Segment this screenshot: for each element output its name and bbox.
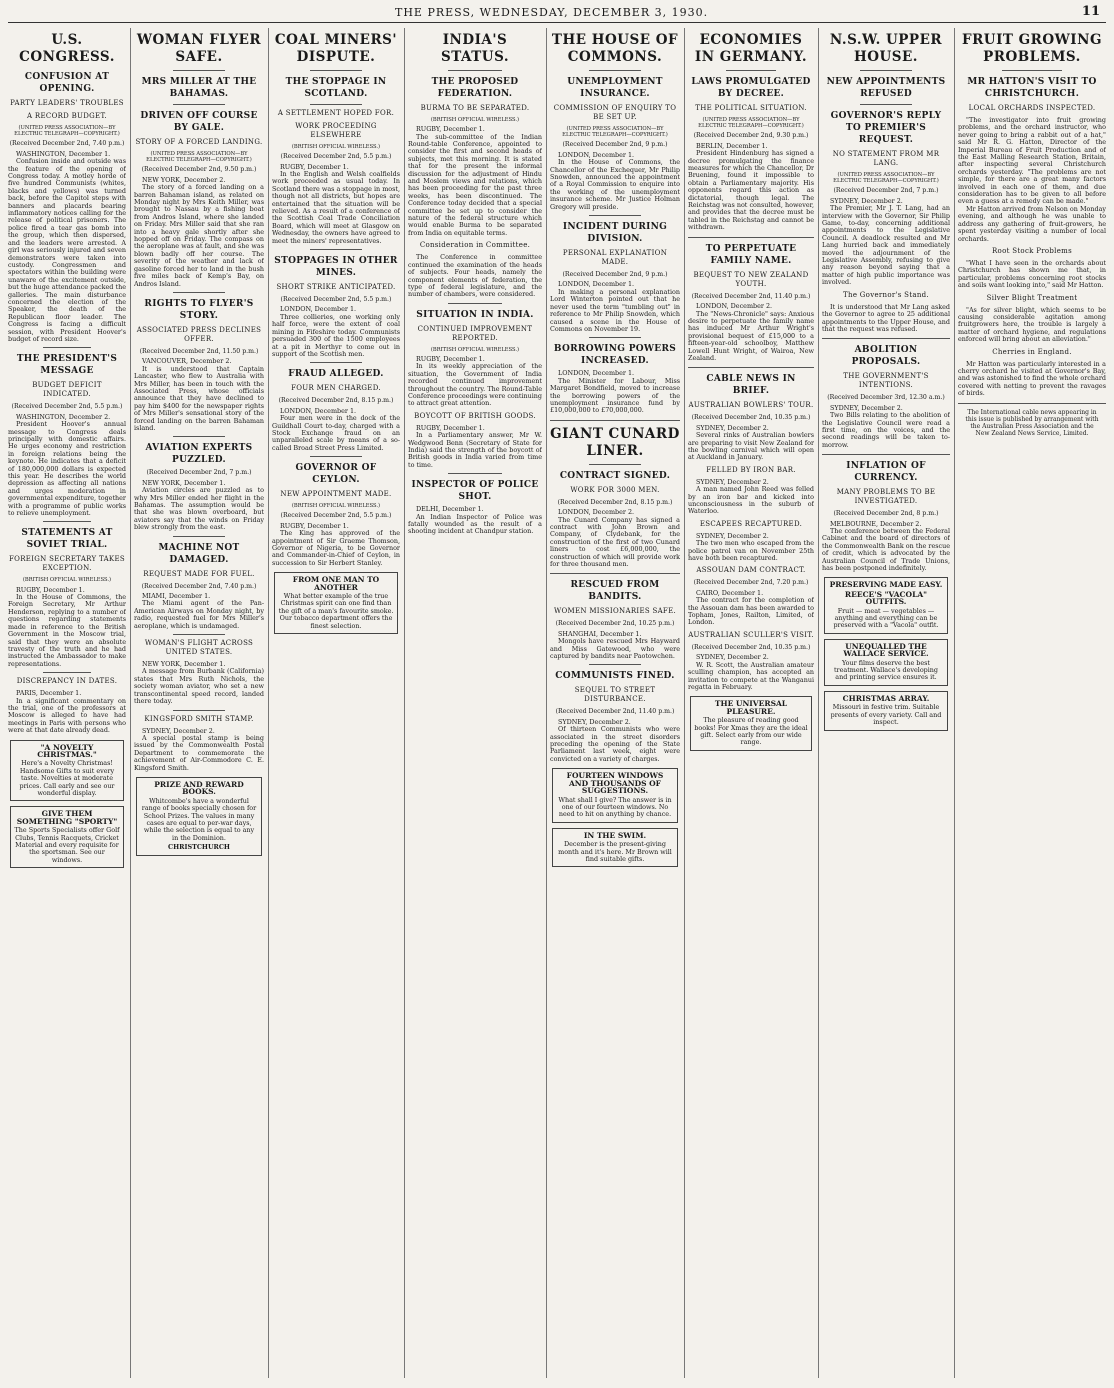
received-line: (Received December 2nd, 9.30 p.m.) bbox=[693, 132, 809, 140]
divider bbox=[43, 521, 90, 522]
article-place: CAIRO, December 1. bbox=[696, 588, 764, 597]
column-rule bbox=[818, 28, 819, 1378]
ad-body: Fruit — meat — vegetables — anything and everything can be preserved with a "Vacola" outfit. bbox=[833, 606, 939, 630]
article-place: RUGBY, December 1. bbox=[416, 423, 485, 432]
article-body: "The investigator into fruit growing problems, and the orchard instructor, who never going to bring a rabbit out of a hat," said Mr R. G. Hatton, Director of the Imperial Bureau of Fruit Production and of the East Malling Research Station, Britain, after inspecting several Christchurch orchards yesterday. "The problems are not simple, for there are a great many factors involved in each one of them, and due consideration has to be given to all before even a guess at a remedy can be made." bbox=[958, 116, 1106, 206]
headline-incident: INCIDENT DURING DIVISION. bbox=[562, 222, 668, 245]
ad-body: Missouri in festive trim. Suitable presents of every variety. Call and inspect. bbox=[830, 703, 942, 727]
article-body: Several rinks of Australian bowlers are preparing to visit New Zealand for the bowling carnival which will open at Auckland in January. bbox=[688, 431, 814, 462]
article-body: Two Bills relating to the abolition of the Legislative Council were read a first time, on the voices, and the second readings will be taken to-morrow. bbox=[822, 411, 950, 449]
article-body: The sub-committee of the Indian Round-table Conference, appointed to consider the first and second heads of subjects, met this morning. It is stated that for the present the informal discussion for the adjustment of Hindu and Moslem views and relations, which has been proceeding for the past three weeks, has been discontinued. The Conference today decided that a special committee be set up to consider the nature of the federal structure which would enable Burma to be separated from India on equitable terms. bbox=[408, 132, 542, 237]
subhead: PERSONAL EXPLANATION MADE. bbox=[562, 249, 668, 267]
article-place: RUGBY, December 1. bbox=[280, 521, 349, 530]
divider bbox=[448, 303, 502, 304]
subhead: MR HATTON'S VISIT TO CHRISTCHURCH. bbox=[967, 77, 1097, 99]
article-place: WASHINGTON, December 1. bbox=[16, 149, 111, 158]
article-body: The contract for the completion of the Assouan dam has been awarded to Topham, Jones, Railton, Limited, of London. bbox=[688, 596, 814, 627]
article-place: SYDNEY, December 2. bbox=[142, 726, 215, 735]
article-body: The "News-Chronicle" says: Anxious desire to perpetuate the family name has induced Mr Arthur Wright's provisional bequest of £15,000 to a fifteen-year-old schoolboy, Matthew Lowell Hunt Wright, of Wairoa, New Zealand. bbox=[688, 309, 814, 362]
subhead: AUSTRALIAN BOWLERS' TOUR. bbox=[688, 401, 814, 410]
divider bbox=[173, 104, 225, 105]
article-place: LONDON, December 1. bbox=[280, 406, 357, 415]
column-rule bbox=[954, 28, 955, 1378]
ad-title: PRIZE AND REWARD BOOKS. bbox=[154, 779, 244, 797]
article-body: Mr Hatton was particularly interested in a cherry orchard he visited at Governor's Bay, and was astonished to find the whole orchard covered with netting to prevent the ravages of birds. bbox=[958, 359, 1106, 398]
received-line: (Received December 2nd, 5.5 p.m.) bbox=[280, 512, 392, 520]
received-line: (Received December 2nd, 11.50 p.m.) bbox=[139, 347, 259, 355]
ad-body: Your films deserve the best treatment. Wallace's developing and printing service ensures it. bbox=[833, 658, 939, 682]
subhead: AUSTRALIAN SCULLER'S VISIT. bbox=[688, 630, 814, 639]
divider bbox=[43, 672, 90, 673]
headline-perpetuate: TO PERPETUATE FAMILY NAME. bbox=[705, 243, 797, 266]
divider bbox=[310, 249, 361, 250]
article-body: Mongols have rescued Mrs Hayward and Miss Gatewood, who were captured by bandits near Paotowchen. bbox=[550, 637, 680, 661]
subhead: UNEMPLOYMENT INSURANCE. bbox=[567, 77, 663, 99]
divider bbox=[860, 70, 911, 71]
subhead: GOVERNOR'S REPLY TO PREMIER'S REQUEST. bbox=[830, 111, 942, 145]
received-line: (Received December 2nd, 7.20 p.m.) bbox=[693, 579, 809, 587]
divider bbox=[310, 70, 361, 71]
advertisement bbox=[274, 572, 398, 634]
article-body: In its weekly appreciation of the situation, the Government of India recorded continued improvement throughout the country. The Round-Table Conference proceedings were continuing to attract great attention. bbox=[408, 362, 542, 408]
subhead: FELLED BY IRON BAR. bbox=[706, 465, 796, 474]
column-1 bbox=[8, 28, 126, 1378]
article-body: A man named John Reed was felled by an iron bar and kicked into unconsciousness in the suburb of Waterloo. bbox=[688, 485, 814, 516]
ad-body: Whitcombe's have a wonderful range of books specially chosen for School Prizes. The values in many cases are equal to per-war days, while the selection is equal to any in the Dominion. bbox=[141, 796, 257, 842]
article-body: A message from Burbank (California) states that Mrs Ruth Nichols, the society woman aviator, who set a new transcontinental speed record, landed there today. bbox=[134, 667, 264, 706]
article-body: Confusion inside and outside was the feature of the opening of Congress today. A motley horde of five hundred Communists (whites, blacks and yellows) was turned back, before the Capitol steps with banners and placards bearing inflammatory notices calling for the release of political prisoners. The police fired a tear gas bomb into the group, which then dispersed, and the leaders were arrested. A girl was seriously injured and seven demonstrators were taken into custody. Congressmen and spectators within the building were unaware of the excitement outside, but the huge attendance packed the galleries. The main disturbance concerned the election of the Speaker, the death of the Republican floor leader. The Congress is facing a difficult session, with President Hoover's budget of record size. bbox=[8, 157, 126, 343]
received-line: (Received December 2nd, 7.40 p.m.) bbox=[141, 582, 257, 590]
received-line: (Received December 2nd, 9 p.m.) bbox=[562, 141, 668, 149]
article-body: In the House of Commons, the Foreign Secretary, Mr Arthur Henderson, replying to a number of questions regarding statements made in reference to the British Government in the Moscow trial, said that they were an absolute travesty of the truth and he had instructed the Ambassador to make representations. bbox=[8, 593, 126, 668]
received-line: (Received December 2nd, 7 p.m.) bbox=[833, 187, 939, 195]
article-place: SYDNEY, December 2. bbox=[830, 196, 903, 205]
divider bbox=[173, 436, 225, 437]
received-line: (Received December 2nd, 9 p.m.) bbox=[562, 271, 668, 279]
article-body: In the English and Welsh coalfields work proceeded as usual today. In Scotland there was a stoppage in most, though not all districts, but hopes are entertained that the situation will be relieved. As a result of a conference of the Scottish Coal Trade Conciliation Board, which will meet at Glasgow on Wednesday, the owners have agreed to meet the miners' representatives. bbox=[272, 170, 400, 245]
headline-womans-flight: WOMAN'S FLIGHT ACROSS UNITED STATES. bbox=[144, 639, 254, 657]
column-5 bbox=[550, 28, 680, 1378]
column-6 bbox=[688, 28, 814, 1378]
headline-nsw-upper-house: N.S.W. UPPER HOUSE. bbox=[829, 32, 943, 65]
ad-body: The Sports Specialists offer Golf Clubs, Tennis Racquets, Cricket Material and every requisite for the sportsman. See our windows. bbox=[14, 826, 120, 864]
subhead: THE PROPOSED FEDERATION. bbox=[431, 77, 519, 99]
article-body: President Hindenburg has signed a decree promulgating the finance measures for which the Chancellor, Dr Bruening, found it impossible to obtain a Parliamentary majority. His opponents regard this action as dictatorial, though legal. The Reichstag was not consulted, however, and provides that the decree must be tabled in the Reichstag and cannot be withdrawn. bbox=[688, 149, 814, 232]
subhead: NEW APPOINTMENT MADE. bbox=[280, 490, 392, 499]
subhead: THE STOPPAGE IN SCOTLAND. bbox=[285, 77, 387, 99]
received-line: (Received December 2nd, 7 p.m.) bbox=[146, 469, 252, 477]
article-body: Mr Hatton arrived from Nelson on Monday evening, and although he was unable to address any gathering of fruit-growers, he spent yesterday visiting a number of local orchards. bbox=[958, 204, 1106, 243]
article-body: President Hoover's annual message to Congress deals principally with domestic affairs. He urges economy and restriction in foreign relations being the keynote. He indicates that a deficit of 180,000,000 dollars is expected this year. He describes the world depression as affecting all nations and urges moderation in governmental expenditure, together with a programme of public works to relieve unemployment. bbox=[8, 420, 126, 518]
subhead: LOCAL ORCHARDS INSPECTED. bbox=[968, 104, 1096, 112]
headline-rights: RIGHTS TO FLYER'S STORY. bbox=[144, 298, 254, 321]
ad-footer: CHRISTCHURCH bbox=[168, 843, 230, 852]
received-line: (Received December 2nd, 5.5 p.m.) bbox=[280, 296, 392, 304]
article-body: It is understood that Mr Lang asked the Governor to agree to 25 additional appointments to the Upper House, and that the request was refused. bbox=[822, 302, 950, 333]
subhead: COMMISSION OF ENQUIRY TO BE SET UP. bbox=[553, 104, 677, 121]
article-body: It is understood that Captain Lancaster, who flew to Australia with Mrs Miller, has been in touch with the Associated Press, whose officials announce that they have declined to pay him $400 for the newspaper rights of Mrs Miller's sensational story of the forced landing on the barren Bahaman island. bbox=[134, 364, 264, 432]
article-place: WASHINGTON, December 2. bbox=[16, 412, 111, 421]
column-7 bbox=[822, 28, 950, 1378]
headline-fraud: FRAUD ALLEGED. bbox=[288, 369, 384, 380]
divider bbox=[173, 70, 225, 71]
advertisement bbox=[824, 639, 948, 686]
subhead: SEQUEL TO STREET DISTURBANCE. bbox=[574, 686, 656, 704]
headline-governor-ceylon: GOVERNOR OF CEYLON. bbox=[295, 463, 377, 486]
subhead: CONFUSION AT OPENING. bbox=[24, 72, 110, 94]
article-place: LONDON, December 1. bbox=[558, 369, 635, 378]
divider bbox=[958, 403, 1106, 404]
article-body: The story of a forced landing on a barren Bahaman island, as related on Monday night by Mrs Keith Miller, was brought to Nassau by a fishing boat from Andros Island, where she landed on Friday. Mrs Miller said that she ran into a heavy gale shortly after she hopped off on Friday. The compass on the aeroplane was at fault, and she was blown badly off her course. The severity of the weather and lack of gasoline forced her to land in the bush five miles back of Kemp's Bay, on Andros Island. bbox=[134, 183, 264, 288]
divider bbox=[688, 367, 814, 368]
article-place: SYDNEY, December 2. bbox=[696, 531, 769, 540]
masthead bbox=[0, 0, 1114, 22]
article-place: MELBOURNE, December 2. bbox=[830, 519, 922, 528]
divider bbox=[688, 237, 814, 238]
subhead: LAWS PROMULGATED BY DECREE. bbox=[691, 77, 811, 99]
subhead: WORK PROCEEDING ELSEWHERE bbox=[295, 122, 377, 139]
column-rule bbox=[404, 28, 405, 1378]
divider bbox=[448, 70, 502, 71]
headline-discrepancy: DISCREPANCY IN DATES. bbox=[16, 677, 118, 686]
ad-title: IN THE SWIM. bbox=[583, 830, 647, 840]
subhead: WOMEN MISSIONARIES SAFE. bbox=[553, 607, 677, 616]
article-place: SYDNEY, December 2. bbox=[696, 423, 769, 432]
headline-communists: COMMUNISTS FINED. bbox=[555, 671, 675, 682]
ad-title: "A NOVELTY CHRISTMAS." bbox=[37, 742, 97, 759]
article-place: LONDON, December 1. bbox=[558, 150, 635, 159]
subhead: ASSOCIATED PRESS DECLINES OFFER. bbox=[136, 325, 262, 343]
wireless-line: (BRITISH OFFICIAL WIRELESS.) bbox=[430, 117, 520, 123]
article-place: RUGBY, December 1. bbox=[16, 585, 85, 594]
ad-title: THE UNIVERSAL PLEASURE. bbox=[714, 699, 788, 716]
advertisement bbox=[824, 691, 948, 731]
dateline: (UNITED PRESS ASSOCIATION—BY ELECTRIC TELEGRAPH—COPYRIGHT.) bbox=[562, 126, 668, 139]
divider bbox=[173, 292, 225, 293]
received-line: (Received December 2nd, 11.40 p.m.) bbox=[555, 708, 675, 716]
received-line: (Received December 2nd, 10.35 p.m.) bbox=[691, 643, 811, 651]
article-place: SYDNEY, December 2. bbox=[696, 477, 769, 486]
ad-subtitle: REECE'S "VACOLA" OUTFITS. bbox=[844, 589, 928, 607]
divider bbox=[589, 664, 641, 665]
subhead: BUDGET DEFICIT INDICATED. bbox=[32, 381, 102, 399]
subhead: SHORT STRIKE ANTICIPATED. bbox=[276, 283, 396, 292]
divider bbox=[310, 362, 361, 363]
article-place: VANCOUVER, December 2. bbox=[142, 357, 232, 366]
headline-soviet-trial: STATEMENTS AT SOVIET TRIAL. bbox=[21, 528, 113, 551]
advertisement bbox=[10, 740, 124, 802]
column-3 bbox=[272, 28, 400, 1378]
advertisement bbox=[824, 577, 948, 633]
received-line: (Received December 2nd, 8 p.m.) bbox=[833, 510, 939, 518]
article-place: LONDON, December 2. bbox=[696, 302, 773, 311]
column-rule bbox=[546, 28, 547, 1378]
article-body: A special postal stamp is being issued by the Commonwealth Postal Department to commemorate the achievement of Air-Commodore C. E. Kingsford Smith. bbox=[134, 733, 264, 772]
received-line: (Received December 2nd, 7.40 p.m.) bbox=[9, 140, 125, 148]
headline-house-commons: THE HOUSE OF COMMONS. bbox=[551, 32, 679, 65]
article-body: The conference between the Federal Cabinet and the board of directors of the Commonwealth Bank on the rescue of credit, which is advocated by the Australian Council of Trade Unions, has been postponed indefinitely. bbox=[822, 526, 950, 572]
article-body: Of thirteen Communists who were associated in the street disorders preceding the opening of the State Parliament last week, eight were convicted on a variety of charges. bbox=[550, 725, 680, 763]
divider bbox=[860, 104, 911, 105]
article-body: In making a personal explanation Lord Winterton pointed out that he never used the term "tumbling out" in reference to Mr Philip Snowden, which caused a scene in the House of Commons on November 19. bbox=[550, 287, 680, 333]
received-line: (Received December 2nd, 5.5 p.m.) bbox=[280, 153, 392, 161]
subhead: FOUR MEN CHARGED. bbox=[291, 384, 381, 393]
subhead: STORY OF A FORCED LANDING. bbox=[135, 138, 263, 146]
article-place: NEW YORK, December 1. bbox=[142, 478, 226, 487]
article-place: RUGBY, December 1. bbox=[416, 354, 485, 363]
headline-abolition: ABOLITION PROPOSALS. bbox=[851, 345, 921, 368]
article-body: In a significant commentary on the trial, one of the professors at Moscow is alleged to have had meetings in Paris with persons who were at that date already dead. bbox=[8, 696, 126, 735]
wireless-line: (BRITISH OFFICIAL WIRELESS.) bbox=[22, 577, 112, 584]
divider bbox=[173, 710, 225, 711]
article-body: "As for silver blight, which seems to be causing considerable agitation among fruitgrowers here, the trouble is largely a matter of orchard hygiene, and regulations enforced will bring about an alleviation." bbox=[958, 305, 1106, 344]
divider bbox=[589, 464, 641, 465]
subhead: Root Stock Problems bbox=[991, 246, 1072, 255]
divider bbox=[173, 536, 225, 537]
headline-fruit-growing: FRUIT GROWING PROBLEMS. bbox=[962, 32, 1102, 65]
article-body: The Premier, Mr J. T. Lang, had an interview with the Governor, Sir Philip Game, to-day, concerning additional appointments to the Legislative Council. A deadlock resulted and Mr Lang hurried back and immediately moved the adjournment of the Legislative Assembly, refusing to give any reason beyond saying that a matter of high public importance was involved. bbox=[822, 204, 950, 287]
article-place: LONDON, December 1. bbox=[558, 280, 635, 289]
divider bbox=[310, 104, 361, 105]
received-line: (Received December 3rd, 12.30 a.m.) bbox=[827, 394, 945, 402]
article-place: LONDON, December 2. bbox=[558, 508, 635, 517]
subhead: THE POLITICAL SITUATION. bbox=[695, 104, 807, 112]
subhead: MANY PROBLEMS TO BE INVESTIGATED. bbox=[836, 488, 936, 506]
article-place: MIAMI, December 1. bbox=[142, 592, 211, 601]
headline-kingsford: KINGSFORD SMITH STAMP. bbox=[144, 714, 254, 723]
ad-title: GIVE THEM SOMETHING "SPORTY" bbox=[16, 809, 118, 826]
divider bbox=[310, 456, 361, 457]
subhead: NEW APPOINTMENTS REFUSED bbox=[826, 77, 946, 99]
headline-economies-germany: ECONOMIES IN GERMANY. bbox=[694, 32, 808, 65]
received-line: (Received December 2nd, 11.40 p.m.) bbox=[691, 292, 811, 300]
article-body: The King has approved of the appointment of Sir Graeme Thomson, Governor of Nigeria, to be Governor and Commander-in-Chief of Ceylon, in succession to Sir Herbert Stanley. bbox=[272, 529, 400, 567]
article-place: BERLIN, December 1. bbox=[696, 141, 768, 150]
ad-body: What shall I give? The answer is in one of our fourteen windows. No need to hit on anything by chance. bbox=[558, 795, 672, 819]
divider bbox=[1002, 70, 1061, 71]
article-place: NEW YORK, December 1. bbox=[142, 660, 226, 669]
subhead: Silver Blight Treatment bbox=[986, 293, 1078, 302]
subhead: Consideration in Committee. bbox=[419, 241, 531, 250]
headline-situation-india: SITUATION IN INDIA. bbox=[416, 309, 534, 320]
headline-giant-cunard: GIANT CUNARD LINER. bbox=[550, 425, 680, 459]
headline-aviation: AVIATION EXPERTS PUZZLED. bbox=[145, 443, 253, 466]
headline-machine: MACHINE NOT DAMAGED. bbox=[158, 542, 240, 565]
subhead: FOREIGN SECRETARY TAKES EXCEPTION. bbox=[9, 555, 125, 573]
article-place: RUGBY, December 1. bbox=[280, 162, 349, 171]
ad-body: The pleasure of reading good books! For Xmas they are the ideal gift. Select early from our wide range. bbox=[694, 716, 808, 747]
dateline: (UNITED PRESS ASSOCIATION—BY ELECTRIC TELEGRAPH—COPYRIGHT.) bbox=[833, 172, 939, 185]
subhead: ESCAPEES RECAPTURED. bbox=[699, 519, 803, 528]
article-body: Aviation circles are puzzled as to why Mrs Miller ended her flight in the Bahamas. The assumption would be that she was blown overboard, but aviators say that the winds on Friday blew strongly from the east. bbox=[134, 486, 264, 532]
wireless-line: (BRITISH OFFICIAL WIRELESS.) bbox=[291, 144, 381, 150]
column-rule bbox=[130, 28, 131, 1378]
column-2 bbox=[134, 28, 264, 1378]
article-place: LONDON, December 1. bbox=[280, 305, 357, 314]
subhead: WORK FOR 3000 MEN. bbox=[570, 485, 660, 494]
advertisement bbox=[552, 768, 678, 822]
divider bbox=[550, 420, 680, 421]
divider bbox=[589, 215, 641, 216]
received-line: (Received December 2nd, 9.50 p.m.) bbox=[141, 166, 257, 174]
ad-body: What better example of the true Christmas spirit can one find than the gift of a man's favourite smoke. Our tobacco department offers the finest selection. bbox=[278, 592, 394, 630]
subhead: A RECORD BUDGET. bbox=[27, 112, 107, 120]
received-line: (Received December 2nd, 10.35 p.m.) bbox=[691, 414, 811, 422]
article-body: "What I have seen in the orchards about Christchurch has shown me that, in particular, problems concerning root stocks and soils want looking into," said Mr Hatton. bbox=[958, 258, 1106, 290]
masthead-rule bbox=[8, 22, 1106, 23]
subhead: BEQUEST TO NEW ZEALAND YOUTH. bbox=[693, 270, 809, 288]
divider bbox=[589, 337, 641, 338]
subhead: NO STATEMENT FROM MR LANG. bbox=[832, 150, 940, 167]
article-body: The Miami agent of the Pan-American Airways on Monday night, by radio, requested fuel for Mrs Miller's aeroplane, which is undamaged. bbox=[134, 599, 264, 630]
divider bbox=[822, 454, 950, 455]
column-4 bbox=[408, 28, 542, 1378]
dateline: (UNITED PRESS ASSOCIATION—BY ELECTRIC TELEGRAPH—COPYRIGHT.) bbox=[14, 125, 120, 138]
article-place: RUGBY, December 1. bbox=[416, 125, 485, 134]
article-place: DELHI, December 1. bbox=[416, 505, 484, 514]
subhead: ASSOUAN DAM CONTRACT. bbox=[696, 566, 806, 575]
article-body: The Cunard Company has signed a contract with John Brown and Company, of Clydebank, for the construction of the first of two Cunard liners to cost £6,000,000, the construction of which will provide work for three thousand men. bbox=[550, 515, 680, 568]
subhead: THE GOVERNMENT'S INTENTIONS. bbox=[843, 372, 929, 390]
received-line: (Received December 2nd, 8.15 p.m.) bbox=[557, 498, 673, 506]
article-body: Three collieries, one working only half force, were the extent of coal mining in Fifeshire today. Communists persuaded 300 of the 1500 employees at a pit in Merthyr to come out in support of the Scottish men. bbox=[272, 312, 400, 358]
headline-inflation: INFLATION OF CURRENCY. bbox=[846, 461, 926, 484]
received-line: (Received December 2nd, 5.5 p.m.) bbox=[11, 403, 123, 411]
divider bbox=[448, 473, 502, 474]
subhead: BOYCOTT OF BRITISH GOODS. bbox=[414, 411, 536, 420]
advertisement bbox=[690, 696, 812, 750]
article-place: SYDNEY, December 2. bbox=[696, 653, 769, 662]
column-8 bbox=[958, 28, 1106, 1378]
ad-title: PRESERVING MADE EASY. bbox=[829, 580, 943, 590]
divider bbox=[43, 347, 90, 348]
article-place: SHANGHAI, December 1. bbox=[558, 629, 642, 638]
article-body: W. R. Scott, the Australian amateur sculling champion, has accepted an invitation to compete at the Wanganui regatta in February. bbox=[688, 660, 814, 691]
divider bbox=[589, 70, 641, 71]
headline-inspector: INSPECTOR OF POLICE SHOT. bbox=[411, 480, 539, 503]
divider bbox=[822, 338, 950, 339]
article-body: The two men who escaped from the police patrol van on November 25th have both been recaptured. bbox=[688, 539, 814, 563]
dateline: (UNITED PRESS ASSOCIATION—BY ELECTRIC TELEGRAPH—COPYRIGHT.) bbox=[146, 151, 252, 164]
advertisement bbox=[136, 777, 262, 856]
advertisement bbox=[10, 806, 124, 868]
column-rule bbox=[268, 28, 269, 1378]
divider bbox=[726, 70, 776, 71]
dateline: (UNITED PRESS ASSOCIATION—BY ELECTRIC TELEGRAPH—COPYRIGHT.) bbox=[698, 117, 804, 130]
subhead: PARTY LEADERS' TROUBLES bbox=[10, 99, 124, 107]
ad-title: FROM ONE MAN TO ANOTHER bbox=[292, 575, 380, 592]
ad-title: FOURTEEN WINDOWS AND THOUSANDS OF SUGGESTIONS. bbox=[566, 771, 664, 796]
subhead: DRIVEN OFF COURSE BY GALE. bbox=[140, 111, 258, 133]
article-place: SYDNEY, December 2. bbox=[830, 403, 903, 412]
headline-india-status: INDIA'S STATUS. bbox=[440, 32, 510, 65]
headline-president: THE PRESIDENT'S MESSAGE bbox=[16, 354, 118, 377]
ad-title: UNEQUALLED THE WALLACE SERVICE. bbox=[843, 641, 929, 659]
headline-us-congress: U.S. CONGRESS. bbox=[19, 32, 115, 65]
masthead-title: THE PRESS, WEDNESDAY, DECEMBER 3, 1930. bbox=[395, 6, 709, 19]
headline-woman-flyer: WOMAN FLYER SAFE. bbox=[136, 32, 262, 65]
article-place: NEW YORK, December 2. bbox=[142, 175, 226, 184]
headline-stoppages: STOPPAGES IN OTHER MINES. bbox=[274, 256, 398, 279]
ad-body: December is the present-giving month and it's here. Mr Brown will find suitable gifts. bbox=[558, 840, 672, 863]
received-line: (Received December 2nd, 8.15 p.m.) bbox=[278, 397, 394, 405]
page-number: 11 bbox=[1081, 4, 1100, 19]
article-body: An Indian Inspector of Police was fatally wounded as the result of a shooting incident at Chandpur station. bbox=[408, 512, 542, 536]
footer-notice: The International cable news appearing in this issue is published by arrangement with the Australian Press Association and the New Zealand News Service, Limited. bbox=[965, 408, 1099, 437]
ad-title: CHRISTMAS ARRAY. bbox=[842, 693, 930, 703]
subhead: A SETTLEMENT HOPED FOR. bbox=[277, 109, 395, 117]
article-place: SYDNEY, December 2. bbox=[558, 717, 631, 726]
column-rule bbox=[684, 28, 685, 1378]
wireless-line: (BRITISH OFFICIAL WIRELESS.) bbox=[430, 346, 520, 353]
wireless-line: (BRITISH OFFICIAL WIRELESS.) bbox=[291, 503, 381, 510]
headline-cable-news: CABLE NEWS IN BRIEF. bbox=[706, 374, 796, 397]
article-body: The Minister for Labour, Miss Margaret Bondfield, moved to increase the borrowing powers of the unemployment insurance fund by £10,000,000 to £70,000,000. bbox=[550, 376, 680, 415]
subhead: MRS MILLER AT THE BAHAMAS. bbox=[141, 77, 257, 99]
headline-coal-miners: COAL MINERS' DISPUTE. bbox=[274, 32, 398, 65]
article-body: Four men were in the dock of the Guildhall Court to-day, charged with a Stock Exchange fraud on an unparalleled scale by means of a so-called Broad Street Press Limited. bbox=[272, 414, 400, 452]
subhead: REQUEST MADE FOR FUEL. bbox=[143, 569, 255, 578]
ad-body: Here's a Novelty Christmas! Handsome Gifts to suit every taste. Novelties at moderate prices. Call early and see our wonderful display. bbox=[19, 759, 115, 798]
subhead: CONTINUED IMPROVEMENT REPORTED. bbox=[417, 324, 533, 342]
headline-rescued: RESCUED FROM BANDITS. bbox=[570, 580, 660, 603]
subhead: CONTRACT SIGNED. bbox=[559, 470, 671, 481]
advertisement bbox=[552, 828, 678, 868]
article-place: PARIS, December 1. bbox=[16, 689, 82, 698]
divider bbox=[173, 634, 225, 635]
article-body: In the House of Commons, the Chancellor of the Exchequer, Mr Philip Snowden, announced the appointment of a Royal Commission to enquire into the working of the unemployment insurance scheme. Mr Justice Holman Gregory will preside. bbox=[550, 158, 680, 211]
headline-borrowing: BORROWING POWERS INCREASED. bbox=[553, 344, 677, 367]
received-line: (Received December 2nd, 10.25 p.m.) bbox=[555, 620, 675, 628]
subhead: The Governor's Stand. bbox=[843, 290, 929, 299]
divider bbox=[550, 573, 680, 574]
subhead: Cherries in England. bbox=[992, 347, 1072, 356]
article-body: In a Parliamentary answer, Mr W. Wedgwood Benn (Secretary of State for India) said the strength of the boycott of British goods in India varied from time to time. bbox=[408, 431, 542, 469]
article-body: The Conference in committee continued the examination of the heads of subjects. Four heads, namely the component elements of federation, the type of federal legislature, and the number of chambers, were considered. bbox=[408, 253, 542, 299]
subhead: BURMA TO BE SEPARATED. bbox=[420, 104, 530, 112]
